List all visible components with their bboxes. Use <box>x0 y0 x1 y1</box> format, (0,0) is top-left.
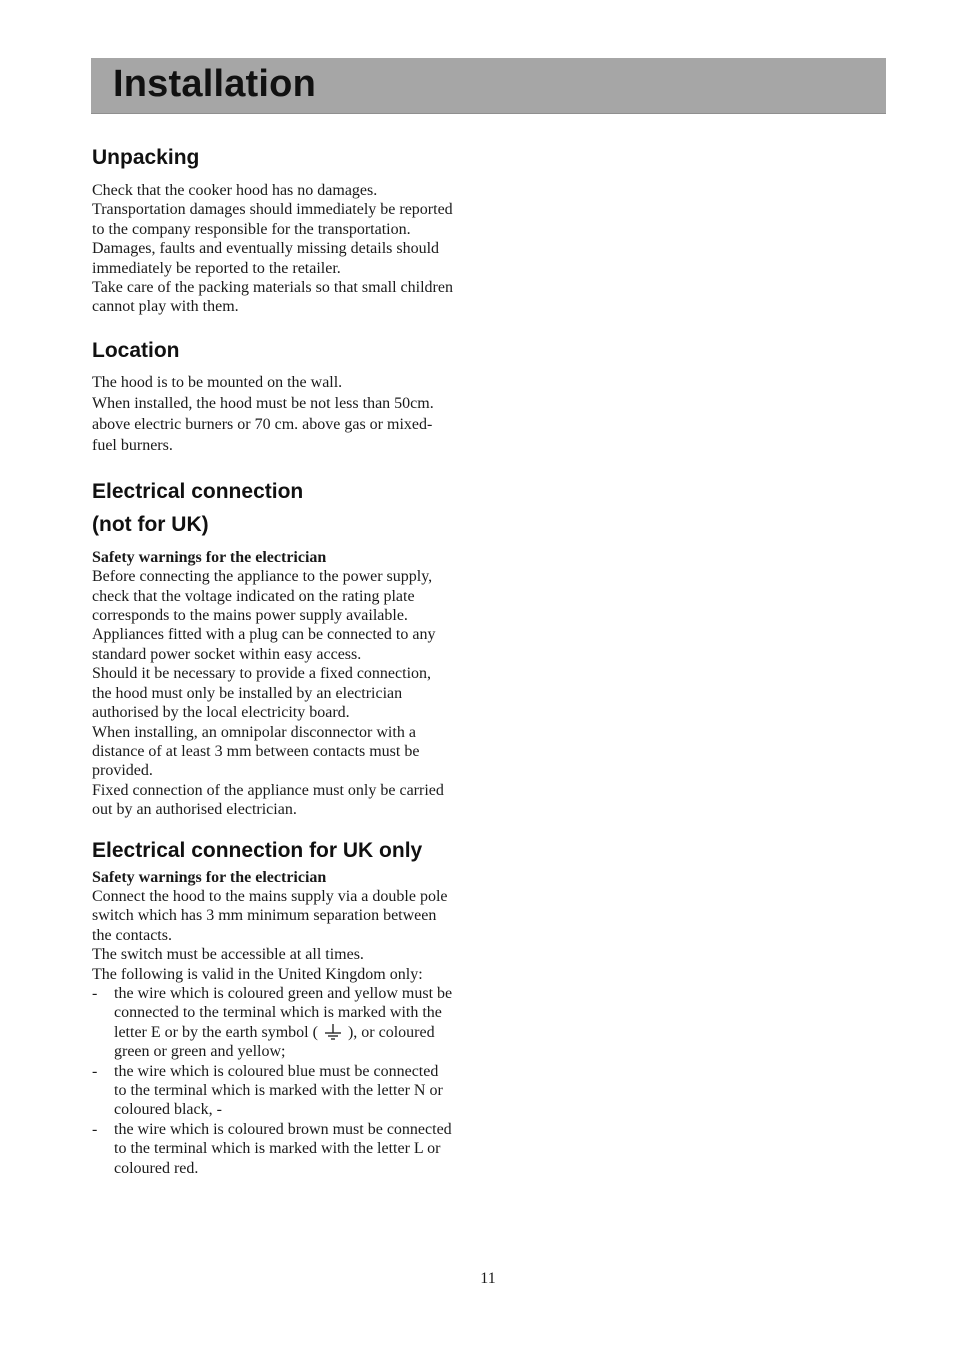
paragraph: Connect the hood to the mains supply via a double pole switch which has 3 mm minimum separation between the contacts. <box>92 887 448 944</box>
earth-symbol-icon <box>324 1024 342 1040</box>
paragraph: The following is valid in the United Kingdom only: <box>92 965 423 983</box>
list-text: ), or coloured green or green and yellow; <box>114 1023 435 1061</box>
paragraph: The switch must be accessible at all times. <box>92 946 364 964</box>
list-item <box>92 1120 454 1178</box>
paragraph: Should it be necessary to provide a fixed connection, the hood must only be installed by an electrician authorised by the local electricity board. <box>92 665 432 722</box>
wire-list <box>92 984 454 1178</box>
section-electrical-connection-uk <box>92 837 454 1179</box>
paragraph: Take care of the packing materials so that small children cannot play with them. <box>92 279 453 316</box>
list-text: the wire which is coloured green and yellow must be connected to the terminal which is marked with the letter E or by the earth symbol ( <box>114 984 453 1041</box>
paragraph: When installed, the hood must be not less than 50cm. above electric burners or 70 cm. above gas or mixed-fuel burners. <box>92 394 434 454</box>
paragraph: Fixed connection of the appliance must only be carried out by an authorised electrician. <box>92 781 444 819</box>
list-item <box>92 984 454 1062</box>
list-text: the wire which is coloured brown must be connected to the terminal which is marked with the letter L or coloured red. <box>114 1120 452 1177</box>
list-dash: - <box>92 1062 98 1080</box>
page-number: 11 <box>480 1270 496 1287</box>
page-title: Installation <box>113 63 316 105</box>
heading-unpacking: Unpacking <box>92 146 200 169</box>
section-unpacking <box>92 144 454 317</box>
paragraph: The hood is to be mounted on the wall. <box>92 373 343 391</box>
paragraph: Before connecting the appliance to the power supply, check that the voltage indicated on the rating plate corresponds to the mains power supply available. Appliances fitted with a plug can be connected to any standard power socket within easy access. <box>92 568 436 663</box>
section-location <box>92 337 454 456</box>
list-text: the wire which is coloured blue must be connected to the terminal which is marked with the letter N or coloured black, - <box>114 1062 443 1119</box>
paragraph: Check that the cooker hood has no damages. Transportation damages should immediately be reported to the company responsible for the transportation. <box>92 182 453 238</box>
paragraph: Damages, faults and eventually missing details should immediately be reported to the retailer. <box>92 240 440 277</box>
heading-line: (not for UK) <box>92 512 209 536</box>
content-column <box>92 140 454 1178</box>
heading-electrical-connection-uk: Electrical connection for UK only <box>92 838 423 862</box>
subheading-safety-warnings: Safety warnings for the electrician <box>92 868 327 886</box>
title-bar <box>91 58 886 114</box>
subheading-safety-warnings: Safety warnings for the electrician <box>92 548 327 566</box>
heading-electrical-connection <box>92 475 454 541</box>
heading-line: Electrical connection <box>92 479 304 503</box>
list-item <box>92 1062 454 1120</box>
paragraph: When installing, an omnipolar disconnector with a distance of at least 3 mm between contacts must be provided. <box>92 723 420 780</box>
section-electrical-connection <box>92 475 454 820</box>
heading-location: Location <box>92 338 180 362</box>
list-dash: - <box>92 984 98 1002</box>
list-dash: - <box>92 1120 98 1138</box>
